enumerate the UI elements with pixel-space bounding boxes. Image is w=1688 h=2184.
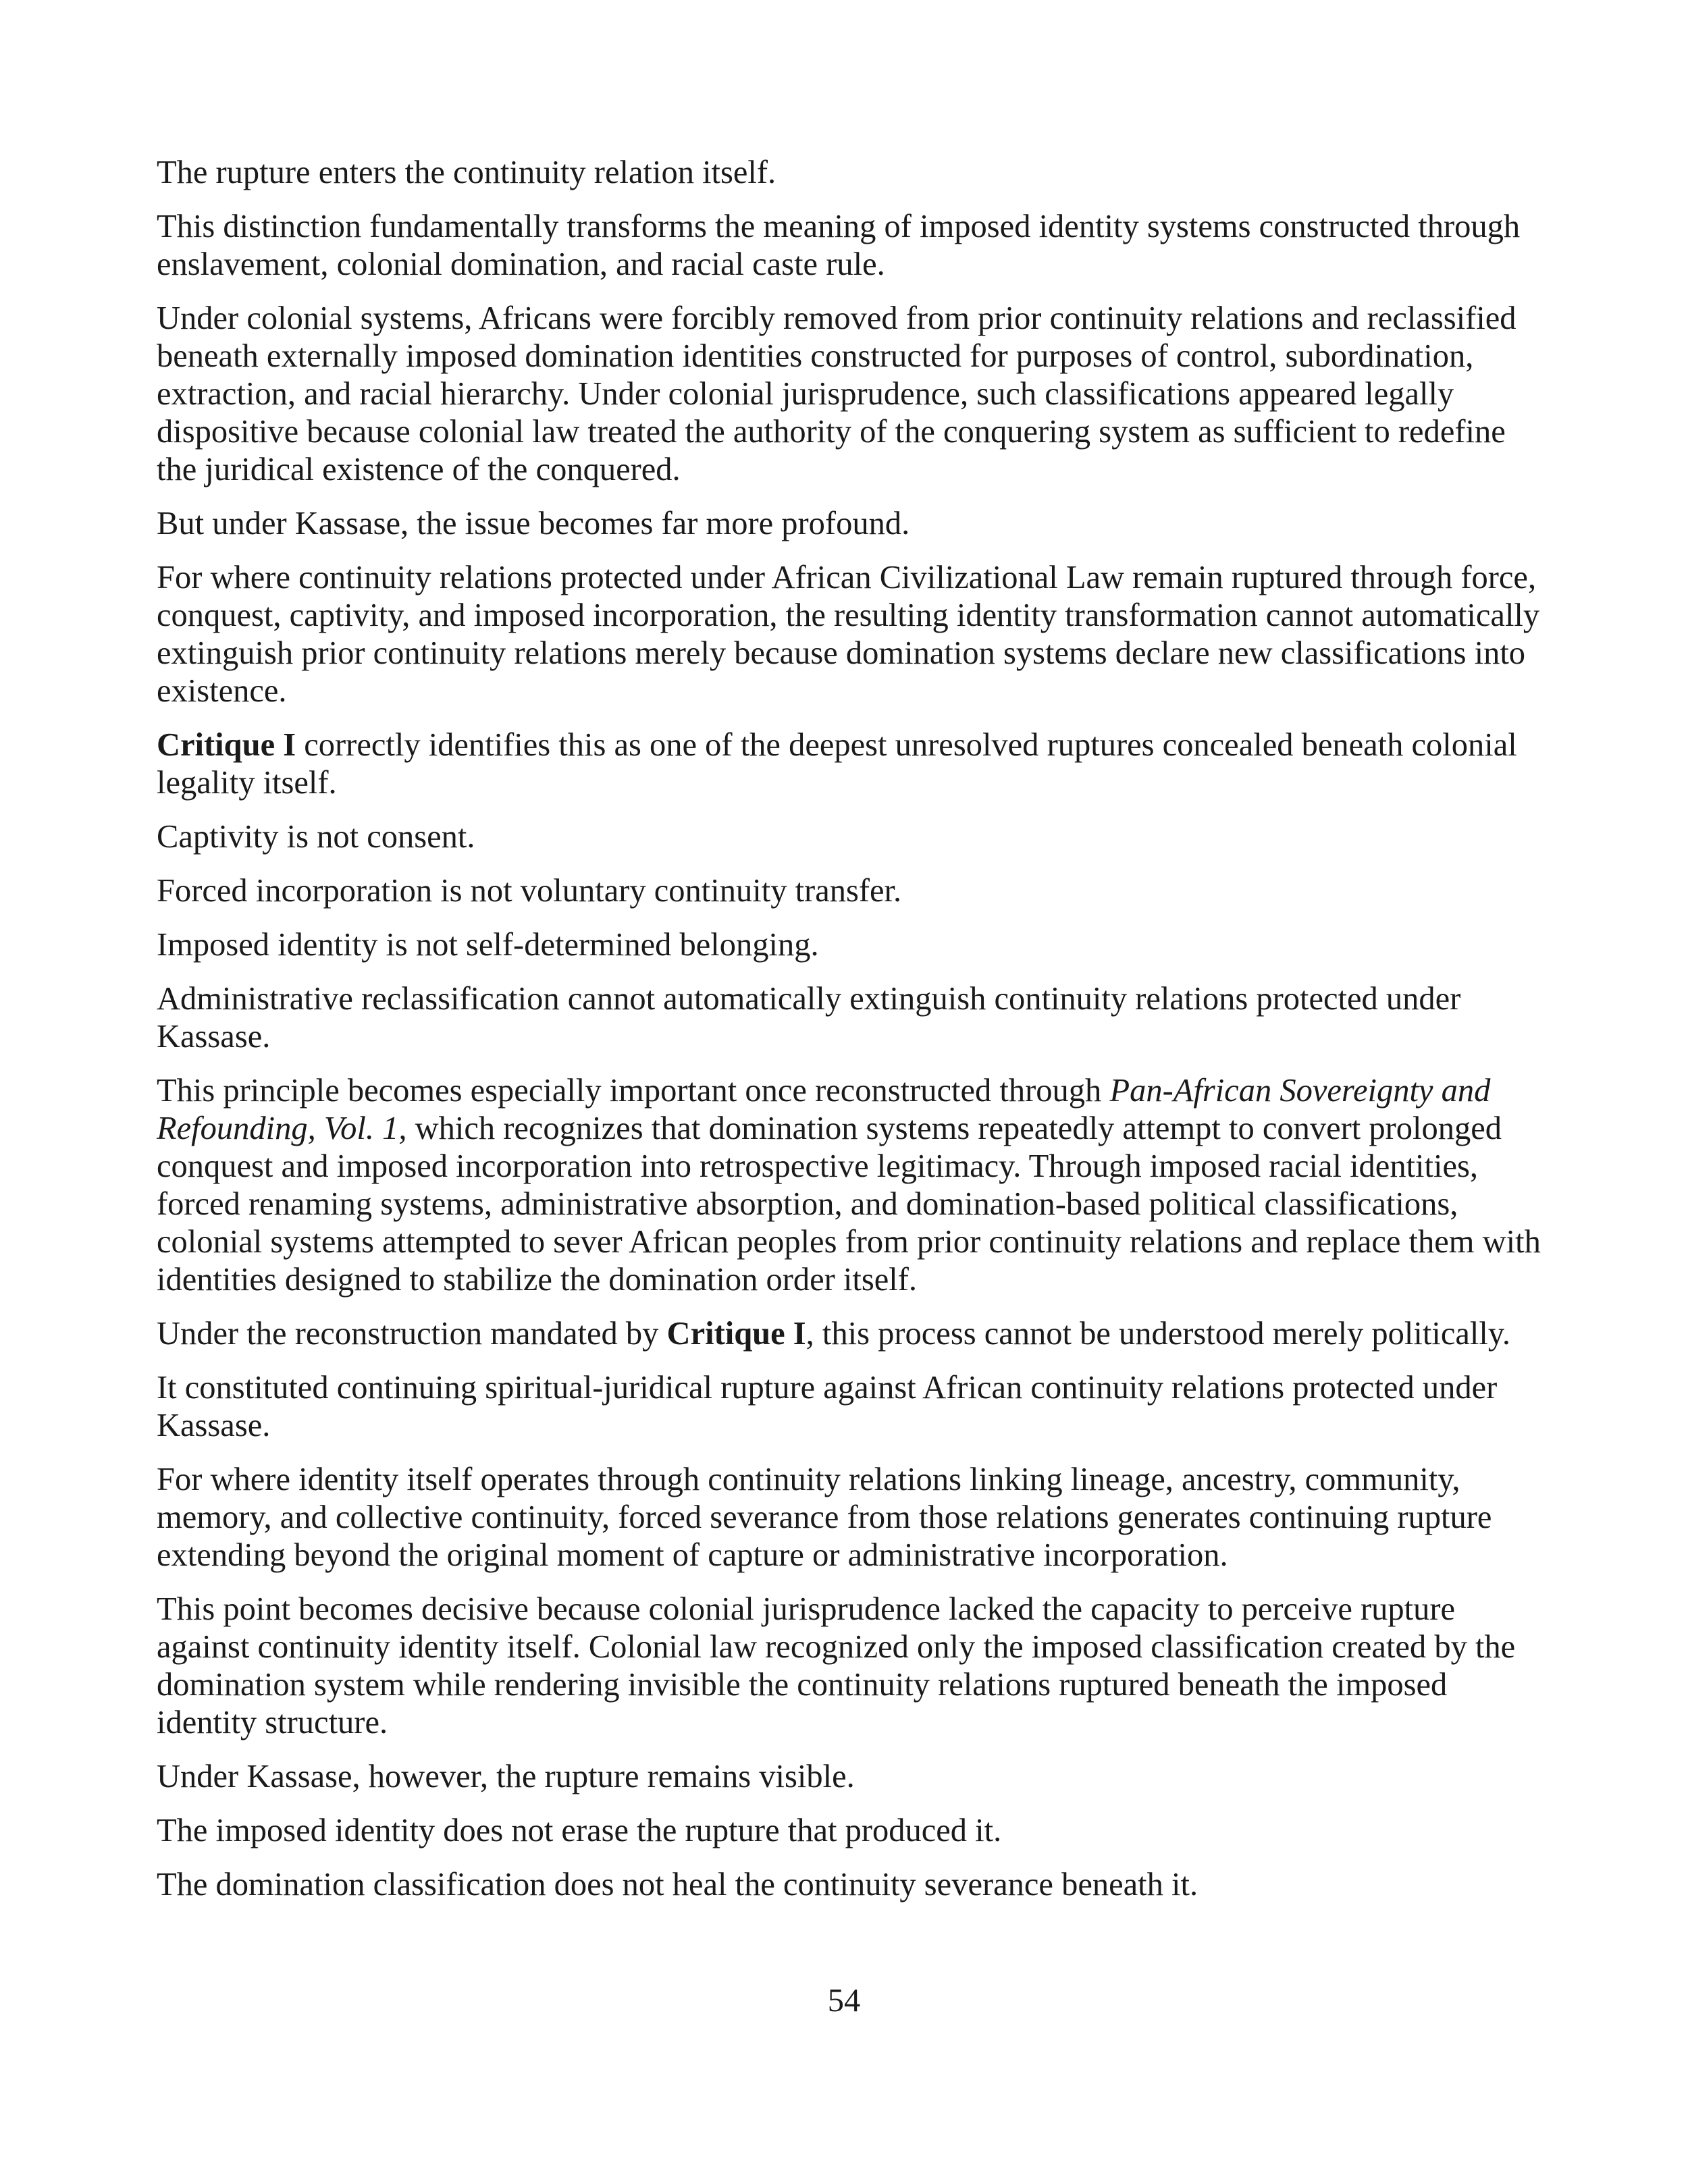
paragraph: This distinction fundamentally transforms the meaning of imposed identity systems constructed through enslavement, colonial domination, and racial caste rule. <box>157 209 1521 282</box>
paragraph: Administrative reclassification cannot automatically extinguish continuity relations protected under Kassase. <box>157 981 1461 1055</box>
paragraph: Under Kassase, however, the rupture remains visible. <box>157 1759 855 1794</box>
paragraph <box>157 1072 1548 1299</box>
paragraph: The imposed identity does not erase the rupture that produced it. <box>157 1813 1002 1848</box>
paragraph: For where identity itself operates through continuity relations linking lineage, ancestry, community, memory, and collective continuity, forced severance from those relations generates continuing rupture extending beyond the original moment of capture or administrative incorporation. <box>157 1462 1492 1573</box>
paragraph: The domination classification does not heal the continuity severance beneath it. <box>157 1867 1198 1902</box>
paragraph: But under Kassase, the issue becomes far more profound. <box>157 506 910 541</box>
paragraph: Captivity is not consent. <box>157 819 475 855</box>
paragraph-text: , this process cannot be understood merely politically. <box>806 1316 1511 1352</box>
paragraph-text: Under the reconstruction mandated by <box>157 1316 667 1352</box>
paragraph <box>157 726 1548 802</box>
paragraph: Under colonial systems, Africans were forcibly removed from prior continuity relations and reclassified beneath externally imposed domination identities constructed for purposes of control, subordination, extraction, and racial hierarchy. Under colonial jurisprudence, such classifications appeared legally dispositive because colonial law treated the authority of the conquering system as sufficient to redefine the juridical existence of the conquered. <box>157 300 1516 487</box>
bold-reference: Critique I <box>666 1316 806 1352</box>
body-text <box>157 154 1548 1920</box>
paragraph: Forced incorporation is not voluntary continuity transfer. <box>157 873 902 909</box>
paragraph-text: which recognizes that domination systems repeatedly attempt to convert prolonged conquest and imposed incorporation into retrospective legitimacy. Through imposed racial identities, forced renaming systems, administrative absorption, and domination-based political classifications, colonial systems attempted to sever African peoples from prior continuity relations and replace them with identities designed to stabilize the domination order itself. <box>157 1111 1541 1298</box>
paragraph <box>157 1315 1548 1353</box>
paragraph: Imposed identity is not self-determined belonging. <box>157 927 819 963</box>
paragraph: For where continuity relations protected under African Civilizational Law remain ruptured through force, conquest, captivity, and imposed incorporation, the resulting identity transformation cannot automatically extinguish prior continuity relations merely because domination systems declare new classifications into existence. <box>157 560 1540 709</box>
paragraph-text: correctly identifies this as one of the deepest unresolved ruptures concealed beneath colonial legality itself. <box>157 727 1517 801</box>
italic-title: Pan-African Sovereignty and Refounding, Vol. 1, <box>157 1073 1491 1146</box>
bold-reference: Critique I <box>157 727 296 763</box>
paragraph: It constituted continuing spiritual-juridical rupture against African continuity relations protected under Kassase. <box>157 1370 1498 1443</box>
paragraph: The rupture enters the continuity relation itself. <box>157 155 776 190</box>
paragraph: This point becomes decisive because colonial jurisprudence lacked the capacity to perceive rupture against continuity identity itself. Colonial law recognized only the imposed classification created by the domination system while rendering invisible the continuity relations ruptured beneath the imposed identity structure. <box>157 1591 1516 1740</box>
page-number: 54 <box>827 1983 861 2019</box>
paragraph-text: This principle becomes especially important once reconstructed through <box>157 1073 1110 1109</box>
